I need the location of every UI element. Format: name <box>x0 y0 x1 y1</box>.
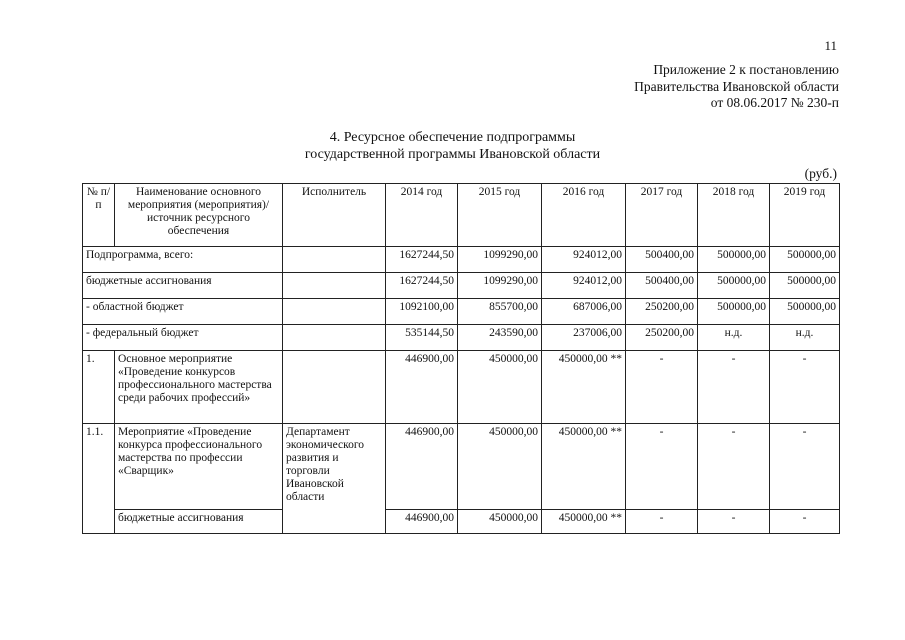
value-2017: - <box>626 351 698 424</box>
value-2015: 855700,00 <box>458 299 542 325</box>
section-title-line-2: государственной программы Ивановской области <box>304 146 601 162</box>
row-label: бюджетные ассигнования <box>115 510 283 534</box>
value-2018: - <box>698 424 770 510</box>
resources-table <box>82 183 840 534</box>
value-2015: 450000,00 <box>458 424 542 510</box>
table-header-row <box>83 184 840 247</box>
row-label: Подпрограмма, всего: <box>83 247 283 273</box>
value-2019: - <box>770 424 840 510</box>
header-executor: Исполнитель <box>283 184 386 247</box>
executor-cell <box>283 325 386 351</box>
appendix-line-2: Правительства Ивановской области <box>634 78 839 94</box>
value-2017: 500400,00 <box>626 273 698 299</box>
event-name: Мероприятие «Проведение конкурса профессионального мастерства по профессии «Сварщик» <box>115 424 283 510</box>
value-2019: - <box>770 510 840 534</box>
header-2016: 2016 год <box>542 184 626 247</box>
value-2015: 450000,00 <box>458 351 542 424</box>
currency-unit: (руб.) <box>804 166 837 181</box>
value-2019: н.д. <box>770 325 840 351</box>
value-2016: 687006,00 <box>542 299 626 325</box>
executor-cell <box>283 247 386 273</box>
value-2017: - <box>626 424 698 510</box>
value-2015: 243590,00 <box>458 325 542 351</box>
page-number: 11 <box>824 38 837 53</box>
row-number: 1.1. <box>83 424 115 534</box>
value-2017: - <box>626 510 698 534</box>
header-2018: 2018 год <box>698 184 770 247</box>
header-name: Наименование основного мероприятия (мероприятия)/источник ресурсного обеспечения <box>115 184 283 247</box>
section-title <box>0 130 905 163</box>
appendix-header <box>439 62 839 112</box>
value-2017: 250200,00 <box>626 299 698 325</box>
value-2014: 535144,50 <box>386 325 458 351</box>
header-2014: 2014 год <box>386 184 458 247</box>
value-2016: 450000,00 ** <box>542 351 626 424</box>
table-row <box>83 510 840 534</box>
value-2014: 1627244,50 <box>386 273 458 299</box>
executor-cell <box>283 351 386 424</box>
row-number: 1. <box>83 351 115 424</box>
header-2017: 2017 год <box>626 184 698 247</box>
header-2019: 2019 год <box>770 184 840 247</box>
value-2018: 500000,00 <box>698 273 770 299</box>
executor-cell: Департамент экономического развития и торговли Ивановской области <box>283 424 386 534</box>
table-row <box>83 273 840 299</box>
value-2016: 924012,00 <box>542 247 626 273</box>
row-label: бюджетные ассигнования <box>83 273 283 299</box>
row-label: - федеральный бюджет <box>83 325 283 351</box>
value-2015: 450000,00 <box>458 510 542 534</box>
value-2019: 500000,00 <box>770 299 840 325</box>
value-2019: 500000,00 <box>770 273 840 299</box>
value-2018: 500000,00 <box>698 247 770 273</box>
appendix-line-3: от 08.06.2017 № 230-п <box>710 95 839 110</box>
table-row <box>83 247 840 273</box>
value-2014: 1092100,00 <box>386 299 458 325</box>
section-title-line-1: 4. Ресурсное обеспечение подпрограммы <box>329 130 576 145</box>
value-2016: 450000,00 ** <box>542 424 626 510</box>
header-num: № п/п <box>83 184 115 247</box>
value-2014: 446900,00 <box>386 510 458 534</box>
value-2019: - <box>770 351 840 424</box>
value-2017: 500400,00 <box>626 247 698 273</box>
value-2016: 924012,00 <box>542 273 626 299</box>
table-row <box>83 325 840 351</box>
value-2018: н.д. <box>698 325 770 351</box>
table-row <box>83 424 840 510</box>
value-2015: 1099290,00 <box>458 247 542 273</box>
table-row <box>83 351 840 424</box>
value-2015: 1099290,00 <box>458 273 542 299</box>
header-2015: 2015 год <box>458 184 542 247</box>
value-2018: - <box>698 351 770 424</box>
executor-cell <box>283 299 386 325</box>
event-name: Основное мероприятие «Проведение конкурсов профессионального мастерства среди рабочих профессий» <box>115 351 283 424</box>
value-2016: 237006,00 <box>542 325 626 351</box>
appendix-line-1: Приложение 2 к постановлению <box>653 62 839 77</box>
value-2016: 450000,00 ** <box>542 510 626 534</box>
value-2017: 250200,00 <box>626 325 698 351</box>
value-2019: 500000,00 <box>770 247 840 273</box>
value-2014: 446900,00 <box>386 424 458 510</box>
value-2014: 1627244,50 <box>386 247 458 273</box>
row-label: - областной бюджет <box>83 299 283 325</box>
executor-cell <box>283 273 386 299</box>
table-row <box>83 299 840 325</box>
value-2014: 446900,00 <box>386 351 458 424</box>
value-2018: 500000,00 <box>698 299 770 325</box>
value-2018: - <box>698 510 770 534</box>
